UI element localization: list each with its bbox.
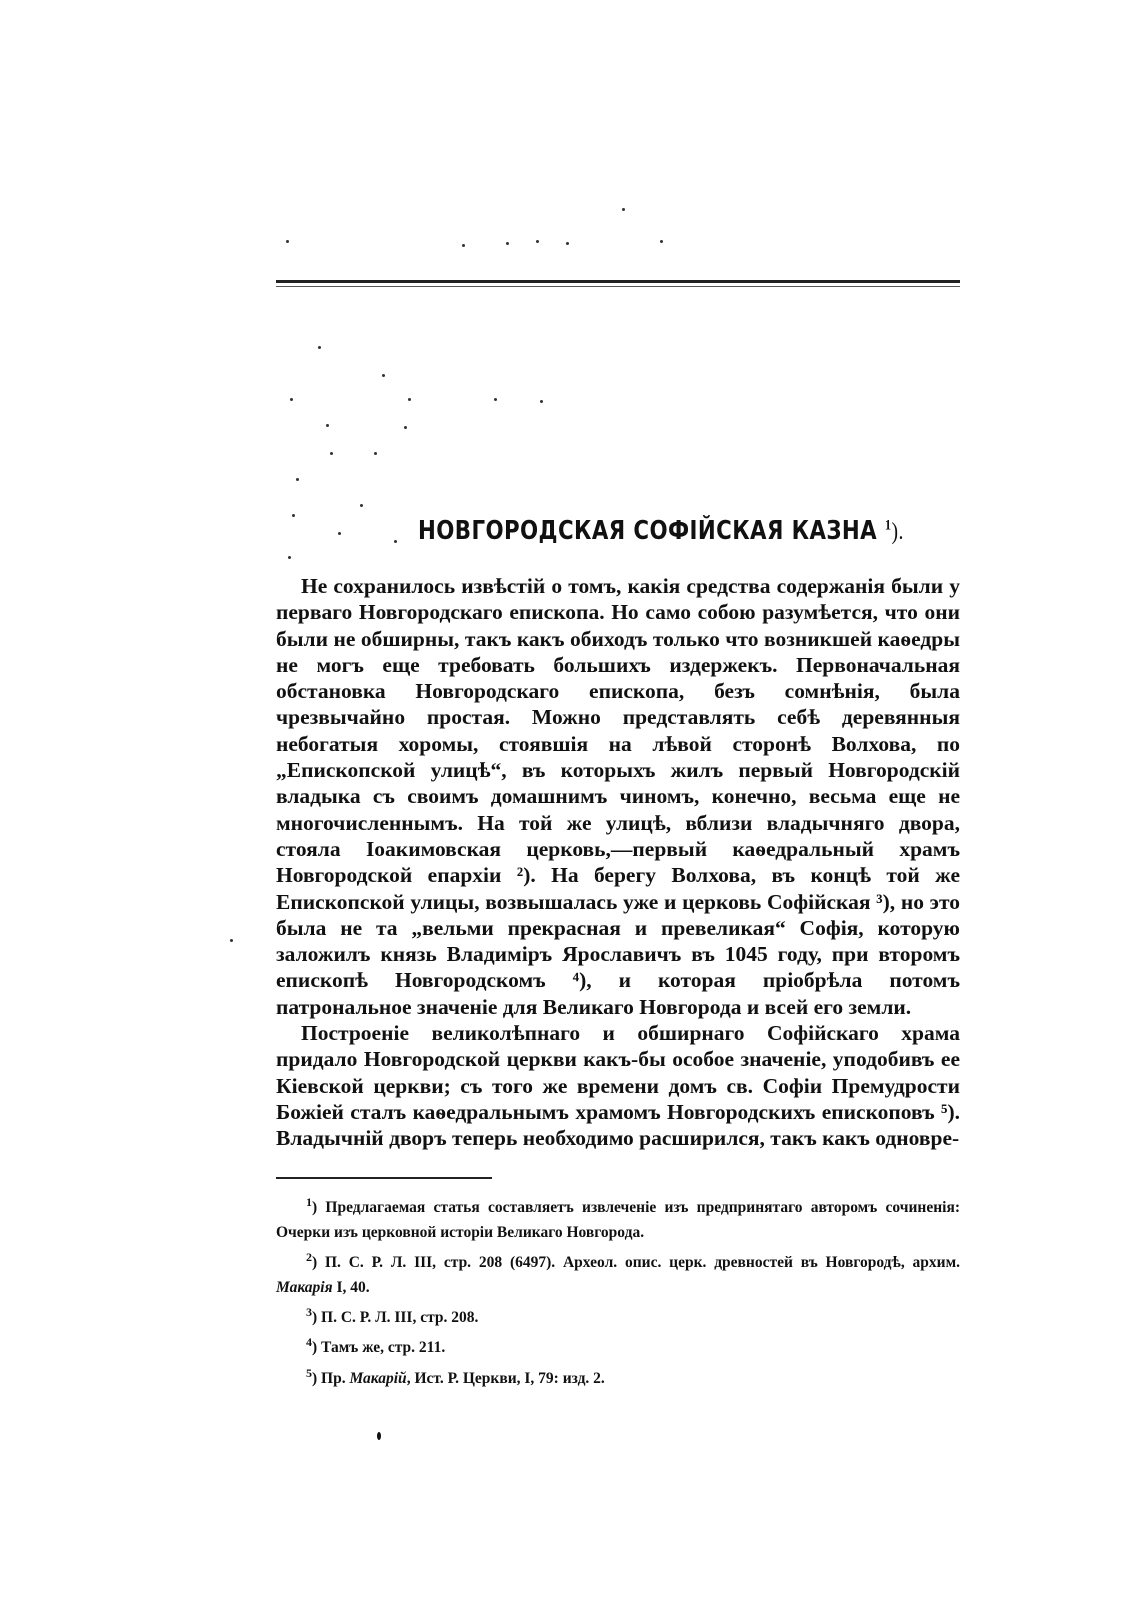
scan-speck (506, 242, 509, 245)
footnote-text: ) П. С. Р. Л. III, стр. 208. (312, 1309, 479, 1327)
footnote-number: 4 (306, 1335, 312, 1350)
paragraph: Не сохранилось извѣстій о томъ, какія средства содержанія были у перваго Новгородскаго епископа. Но само собою разумѣется, что они были не обширны, такъ какъ обиходъ только что возникшей каѳедры не могъ еще требовать большихъ издержекъ. Первоначальная обстановка Новгородскаго епископа, безъ сомнѣнія, была чрезвычайно простая. Можно представлять себѣ деревянныя небогатыя хоромы, стоявшія на лѣвой сторонѣ Волхова, по „Епископской улицѣ“, въ которыхъ жилъ первый Новгородскій владыка съ своимъ домашнимъ чиномъ, конечно, весьма еще не многочисленнымъ. На той же улицѣ, вблизи владычняго двора, стояла Іоакимовская церковь,—первый каѳедральный храмъ Новгородской епархіи ²). На берегу Волхова, въ концѣ той же Епископской улицы, возвышалась уже и церковь Софійская ³), но это была не та „вельми прекрасная и превеликая“ Софія, которую заложилъ князь Владиміръ Ярославичъ въ 1045 году, при второмъ епископѣ Новгородскомъ ⁴), и которая пріобрѣла потомъ патрональное значеніе для Великаго Новгорода и всей его земли. (276, 574, 960, 1019)
scan-speck (408, 398, 411, 401)
scan-speck (462, 244, 465, 247)
scan-speck (330, 452, 333, 455)
title-paren: ). (891, 519, 904, 545)
scan-speck (622, 208, 625, 211)
scan-speck (536, 240, 539, 243)
footnote-rule (276, 1177, 492, 1179)
footnote-number: 3 (306, 1305, 312, 1320)
footnote (276, 1300, 960, 1330)
footnote-text: ) Предлагаемая статья составляетъ извлеченіе изъ предпринятаго авторомъ сочиненія: Очерки изъ церковной исторіи Великаго Новгорода. (276, 1199, 960, 1242)
footnote (276, 1330, 960, 1360)
footnote-text-after: , Ист. Р. Церкви, I, 79: изд. 2. (406, 1369, 605, 1387)
footnote-text: ) Пр. (312, 1369, 350, 1387)
footnote-text: ) П. С. Р. Л. III, стр. 208 (6497). Археол. опис. церк. древностей въ Новгородѣ, архим. (312, 1254, 960, 1272)
scan-mark (377, 1432, 381, 1440)
scan-speck (338, 532, 341, 535)
footnotes (276, 1190, 960, 1391)
footnote (276, 1190, 960, 1245)
footnote (276, 1245, 960, 1300)
scan-speck (360, 504, 363, 507)
scan-speck (326, 424, 329, 427)
footnote (276, 1361, 960, 1391)
article-title-text: НОВГОРОДСКАЯ СОФІЙСКАЯ КАЗНА (418, 516, 878, 546)
scan-speck (292, 514, 295, 517)
scan-speck (288, 556, 291, 559)
title-footnote-ref: 1 (884, 517, 892, 534)
footnote-italic: Макарій (349, 1369, 407, 1387)
scan-speck (318, 346, 321, 349)
scan-speck (494, 398, 497, 401)
paragraph: Построеніе великолѣпнаго и обширнаго Софійскаго храма придало Новгородской церкви какъ-бы особое значеніе, уподобивъ ее Кіевской церкви; съ того же времени домъ св. Софіи Премудрости Божіей сталъ каѳедральнымъ храмомъ Новгородскихъ епископовъ ⁵). Владычній дворъ теперь необходимо расширился, такъ какъ одновре- (276, 1021, 960, 1151)
scan-speck (404, 426, 407, 429)
scan-speck (660, 240, 663, 243)
scan-speck (394, 540, 397, 543)
footnote-number: 1 (306, 1195, 312, 1209)
footnote-number: 5 (306, 1365, 312, 1380)
article-body (276, 573, 960, 1152)
scan-speck (290, 398, 293, 401)
scan-speck (286, 240, 289, 243)
scan-speck (230, 939, 233, 942)
article-title (418, 516, 904, 546)
footnote-number: 2 (306, 1250, 312, 1265)
footnote-italic: Макарія (276, 1279, 333, 1297)
scan-speck (540, 400, 543, 403)
scan-speck (296, 478, 299, 481)
header-rule (276, 280, 960, 283)
scan-speck (382, 374, 385, 377)
scan-speck (374, 452, 377, 455)
footnote-text-after: I, 40. (332, 1279, 370, 1297)
footnote-text: ) Тамъ же, стр. 211. (312, 1339, 446, 1357)
scan-speck (566, 242, 569, 245)
